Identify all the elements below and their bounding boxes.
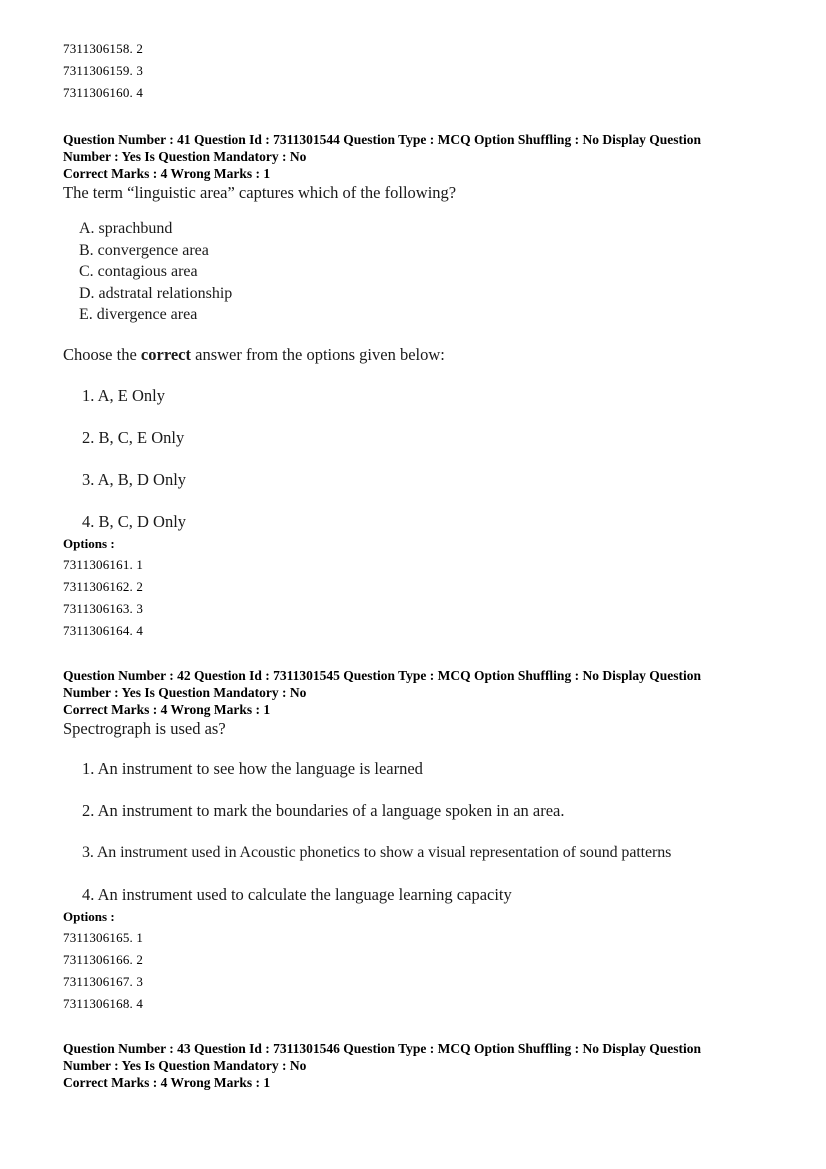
answer-choice: 4. An instrument used to calculate the language learning capacity — [82, 884, 512, 904]
question-text: The term “linguistic area” captures which of the following? — [63, 183, 457, 202]
option-id-line: 7311306164. 4 — [63, 622, 144, 638]
question-42 — [63, 667, 783, 1015]
answer-choice-list — [82, 758, 783, 906]
option-id-line: 7311306158. 2 — [63, 41, 144, 56]
document-page — [63, 0, 783, 1091]
answer-choice: 2. B, C, E Only — [82, 427, 185, 447]
statement-list — [79, 218, 783, 326]
answer-choice: 4. B, C, D Only — [82, 511, 187, 531]
question-43 — [63, 1040, 783, 1091]
option-id-list — [63, 927, 783, 1015]
option-id-line: 7311306162. 2 — [63, 578, 144, 594]
answer-instruction — [63, 344, 783, 366]
question-marks-line: Correct Marks : 4 Wrong Marks : 1 — [63, 1074, 271, 1090]
options-label: Options : — [63, 908, 115, 924]
answer-choice: 3. A, B, D Only — [82, 469, 187, 489]
option-id-line: 7311306161. 1 — [63, 556, 144, 572]
answer-choice: 3. An instrument used in Acoustic phonetics to show a visual representation of sound patterns — [82, 843, 672, 861]
statement-item: D. adstratal relationship — [79, 284, 233, 302]
question-text: Spectrograph is used as? — [63, 718, 226, 738]
answer-choice-list — [82, 385, 783, 533]
question-meta-line: Question Number : 41 Question Id : 7311301544 Question Type : MCQ Option Shuffling : No Display Question — [63, 132, 701, 147]
option-id-line: 7311306165. 1 — [63, 929, 144, 945]
question-meta-line: Number : Yes Is Question Mandatory : No — [63, 149, 307, 164]
question-meta-line: Question Number : 42 Question Id : 7311301545 Question Type : MCQ Option Shuffling : No Display Question — [63, 667, 701, 683]
question-meta-line: Question Number : 43 Question Id : 7311301546 Question Type : MCQ Option Shuffling : No Display Question — [63, 1040, 701, 1056]
question-meta-line: Number : Yes Is Question Mandatory : No — [63, 1057, 307, 1073]
answer-choice: 2. An instrument to mark the boundaries of a language spoken in an area. — [82, 800, 565, 820]
statement-item: B. convergence area — [79, 241, 209, 259]
instruction-emphasis: correct — [140, 344, 191, 364]
statement-item: C. contagious area — [79, 263, 198, 280]
options-label: Options : — [63, 535, 115, 551]
statement-item: E. divergence area — [79, 306, 198, 323]
previous-options-list — [63, 38, 783, 104]
question-marks-line: Correct Marks : 4 Wrong Marks : 1 — [63, 701, 271, 717]
option-id-line: 7311306160. 4 — [63, 85, 144, 100]
option-id-line: 7311306167. 3 — [63, 973, 144, 989]
instruction-prefix: Choose the — [63, 344, 141, 364]
option-id-line: 7311306168. 4 — [63, 995, 144, 1011]
option-id-list — [63, 554, 783, 642]
option-id-line: 7311306166. 2 — [63, 951, 144, 967]
instruction-suffix: answer from the options given below: — [191, 344, 445, 364]
answer-choice: 1. A, E Only — [82, 385, 165, 405]
statement-item: A. sprachbund — [79, 220, 173, 237]
question-meta-line: Number : Yes Is Question Mandatory : No — [63, 684, 307, 700]
option-id-line: 7311306159. 3 — [63, 63, 144, 78]
question-marks-line: Correct Marks : 4 Wrong Marks : 1 — [63, 166, 271, 181]
answer-choice: 1. An instrument to see how the language is learned — [82, 758, 423, 778]
option-id-line: 7311306163. 3 — [63, 600, 144, 616]
question-41 — [63, 131, 783, 642]
